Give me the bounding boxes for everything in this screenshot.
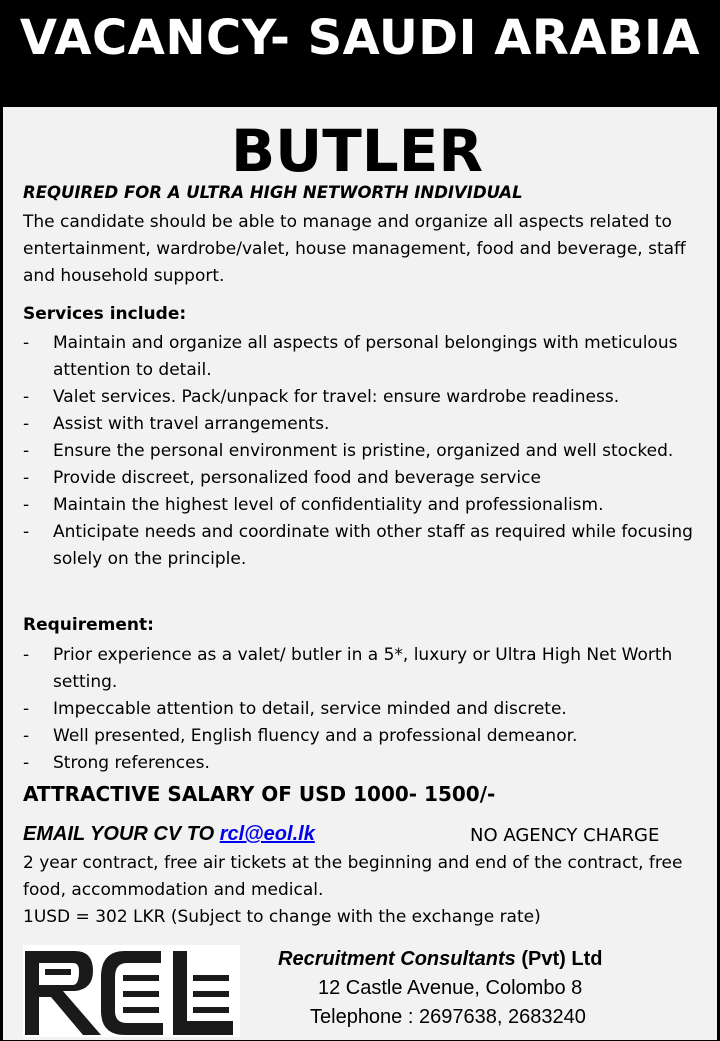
- list-item: - Ensure the personal environment is pristine, organized and well stocked.: [23, 438, 703, 465]
- job-subtitle: REQUIRED FOR A ULTRA HIGH NETWORTH INDIVIDUAL: [23, 183, 523, 202]
- agency-note: NO AGENCY CHARGE: [470, 825, 660, 846]
- company-name: [278, 945, 708, 974]
- company-info: [278, 945, 708, 1032]
- email-line: [23, 823, 315, 846]
- requirements-list: [23, 642, 703, 777]
- list-item: - Maintain the highest level of confidentiality and professionalism.: [23, 492, 703, 519]
- list-item: - Strong references.: [23, 750, 703, 777]
- services-heading: Services include:: [23, 304, 187, 324]
- list-item: - Maintain and organize all aspects of personal belongings with meticulous attention to detail.: [23, 330, 703, 384]
- contract-details: [23, 850, 713, 931]
- list-item: - Provide discreet, personalized food and beverage service: [23, 465, 703, 492]
- list-item: - Valet services. Pack/unpack for travel: ensure wardrobe readiness.: [23, 384, 703, 411]
- job-intro: The candidate should be able to manage and organize all aspects related to entertainment, wardrobe/valet, house management, food and beverage, staff and household support.: [23, 212, 686, 286]
- email-label: EMAIL YOUR CV TO: [23, 823, 215, 845]
- company-address: 12 Castle Avenue, Colombo 8: [318, 977, 583, 999]
- salary-text: ATTRACTIVE SALARY OF USD 1000- 1500/-: [23, 782, 496, 806]
- company-name-suffix: (Pvt) Ltd: [521, 948, 603, 970]
- list-item: - Well presented, English fluency and a professional demeanor.: [23, 723, 703, 750]
- services-list: [23, 330, 703, 573]
- list-item: - Prior experience as a valet/ butler in a 5*, luxury or Ultra High Net Worth setting.: [23, 642, 703, 696]
- list-item: - Assist with travel arrangements.: [23, 411, 703, 438]
- list-item: - Anticipate needs and coordinate with other staff as required while focusing solely on the principle.: [23, 519, 703, 573]
- page-title: VACANCY- SAUDI ARABIA: [19, 10, 701, 66]
- company-telephone: Telephone : 2697638, 2683240: [310, 1006, 586, 1028]
- contract-text: 2 year contract, free air tickets at the beginning and end of the contract, free food, accommodation and medical.: [23, 853, 683, 900]
- requirements-heading: Requirement:: [23, 615, 154, 635]
- exchange-rate: 1USD = 302 LKR (Subject to change with the exchange rate): [23, 907, 541, 927]
- company-name-main: Recruitment Consultants: [278, 948, 516, 970]
- header-banner: [0, 0, 720, 107]
- rcl-logo-graphic: [23, 945, 240, 1037]
- list-item: - Impeccable attention to detail, service minded and discrete.: [23, 696, 703, 723]
- email-link[interactable]: rcl@eol.lk: [219, 823, 315, 845]
- rcl-logo: [23, 945, 240, 1037]
- job-title: BUTLER: [230, 117, 484, 185]
